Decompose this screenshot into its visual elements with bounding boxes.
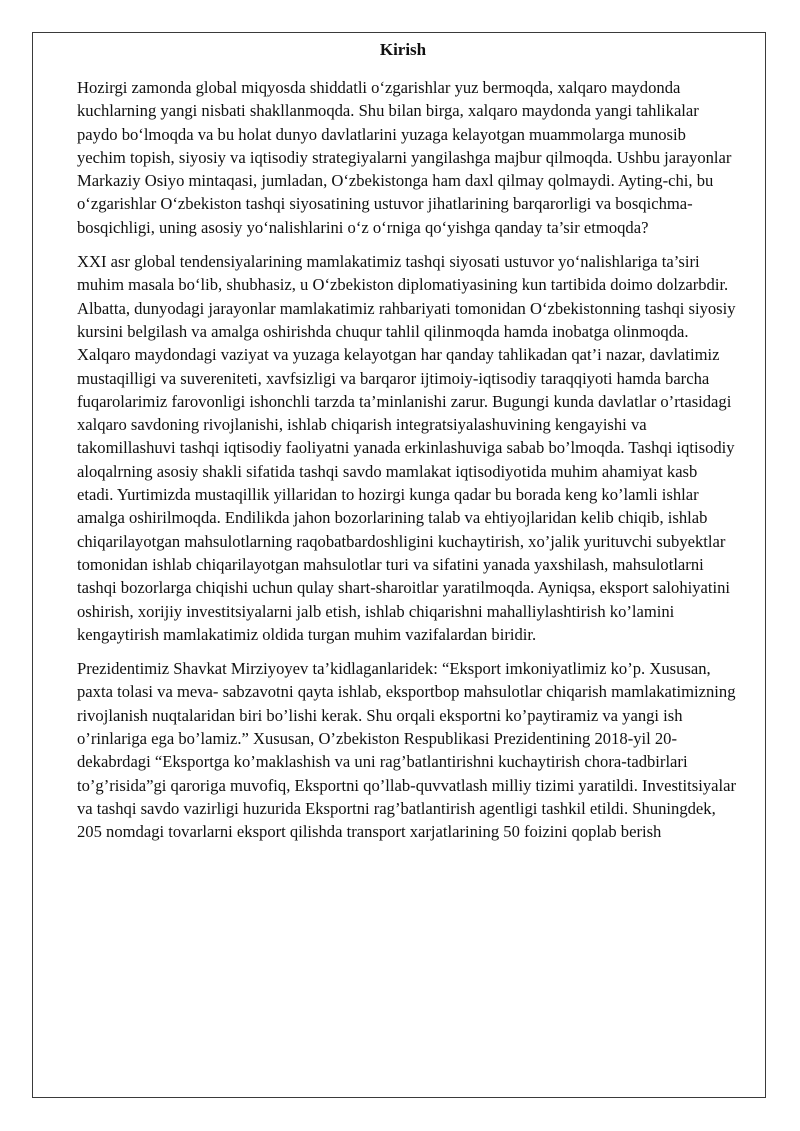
document-title: Kirish [379,40,427,59]
paragraph-1: Hozirgi zamonda global miqyosda shiddatli o‘zgarishlar yuz bermoqda, xalqaro maydonda kuchlarning yangi nisbati shakllanmoqda. Shu bilan birga, xalqaro maydonda yangi tahlikalar paydo bo‘lmoqda va bu holat dunyo davlatlarini yuzaga kelayotgan muammolarga munosib yechim topish, siyosiy va iqtisodiy strategiyalarni yangilashga majbur qilmoqda. Ushbu jarayonlar Markaziy Osiyo mintaqasi, jumladan, O‘zbekistonga ham daxl qilmay qolmaydi. Ayting-chi, bu o‘zgarishlar O‘zbekiston tashqi siyosatining ustuvor jihatlarining barqarorligi va bosqichma-bosqichligi, uning asosiy yo‘nalishlarini o‘z o‘rniga qo‘yishga qanday ta’sir etmoqda? [77,78,732,237]
paragraph-3: Prezidentimiz Shavkat Mirziyoyev ta’kidlaganlaridek: “Eksport imkoniyatlimiz ko’p. Xususan, paxta tolasi va meva- sabzavotni qayta ishlab, eksportbop mahsulotlar chiqarish mamlakatimizning rivojlanish nuqtalaridan biri bo’lishi kerak. Shu orqali eksportni ko’paytiramiz va yangi ish o’rinlariga ega bo’lamiz.” Xususan, O’zbekiston Respublikasi Prezidentining 2018-yil 20-dekabrdagi “Eksportga ko’maklashish va uni rag’batlantirishni kuchaytirish chora-tadbirlari to’g’risida”gi qaroriga muvofiq, Eksportni qo’llab-quvvatlash milliy tizimi yaratildi. Investitsiyalar va tashqi savdo vazirligi huzurida Eksportni rag’batlantirish agentligi tashkil etildi. Shuningdek, 205 nomdagi tovarlarni eksport qilishda transport xarjatlarining 50 foizini qoplab berish [77,659,736,842]
paragraph-2: XXI asr global tendensiyalarining mamlakatimiz tashqi siyosati ustuvor yo‘nalishlariga ta’siri muhim masala bo‘lib, shubhasiz, u O‘zbekiston diplomatiyasining kun tartibida doimo dolzarbdir. Albatta, dunyodagi jarayonlar mamlakatimiz rahbariyati tomonidan O‘zbekistonning tashqi siyosiy kursini belgilash va amalga oshirishda chuqur tahlil qilinmoqda hamda inobatga olinmoqda. Xalqaro maydondagi vaziyat va yuzaga kelayotgan har qanday tahlikadan qat’i nazar, davlatimiz mustaqilligi va suvereniteti, xavfsizligi va barqaror ijtimoiy-iqtisodiy taraqqiyoti hamda barcha fuqarolarimiz farovonligi ishonchli tarzda ta’minlanishi zarur. Bugungi kunda davlatlar o’rtasidagi xalqaro savdoning rivojlanishi, ishlab chiqarish integratsiyalashuvining kengayishi va takomillashuvi tashqi iqtisodiy faoliyatni yanada erkinlashuviga sabab bo’lmoqda. Tashqi iqtisodiy aloqalrning asosiy shakli sifatida tashqi savdo mamlakat iqtisodiyotida muhim ahamiyat kasb etadi. Yurtimizda mustaqillik yillaridan to hozirgi kunga qadar bu borada keng ko’lamli ishlar amalga oshirilmoqda. Endilikda jahon bozorlarining talab va ehtiyojlaridan kelib chiqib, ishlab chiqarilayotgan mahsulotlarning raqobatbardoshligini kuchaytirish, xo’jalik yurituvchi subyektlar tomonidan ishlab chiqarilayotgan mahsulotlar turi va sifatini yanada yaxshilash, mahsulotlarni tashqi bozorlarga chiqishi uchun qulay shart-sharoitlar yaratilmoqda. Ayniqsa, eksport salohiyatini oshirish, xorijiy investitsiyalarni jalb etish, ishlab chiqarishni mahalliylashtirish ko’lamini kengaytirish mamlakatimiz oldida turgan muhim vazifalardan biridir. [77,252,736,644]
document-body [77,76,737,855]
